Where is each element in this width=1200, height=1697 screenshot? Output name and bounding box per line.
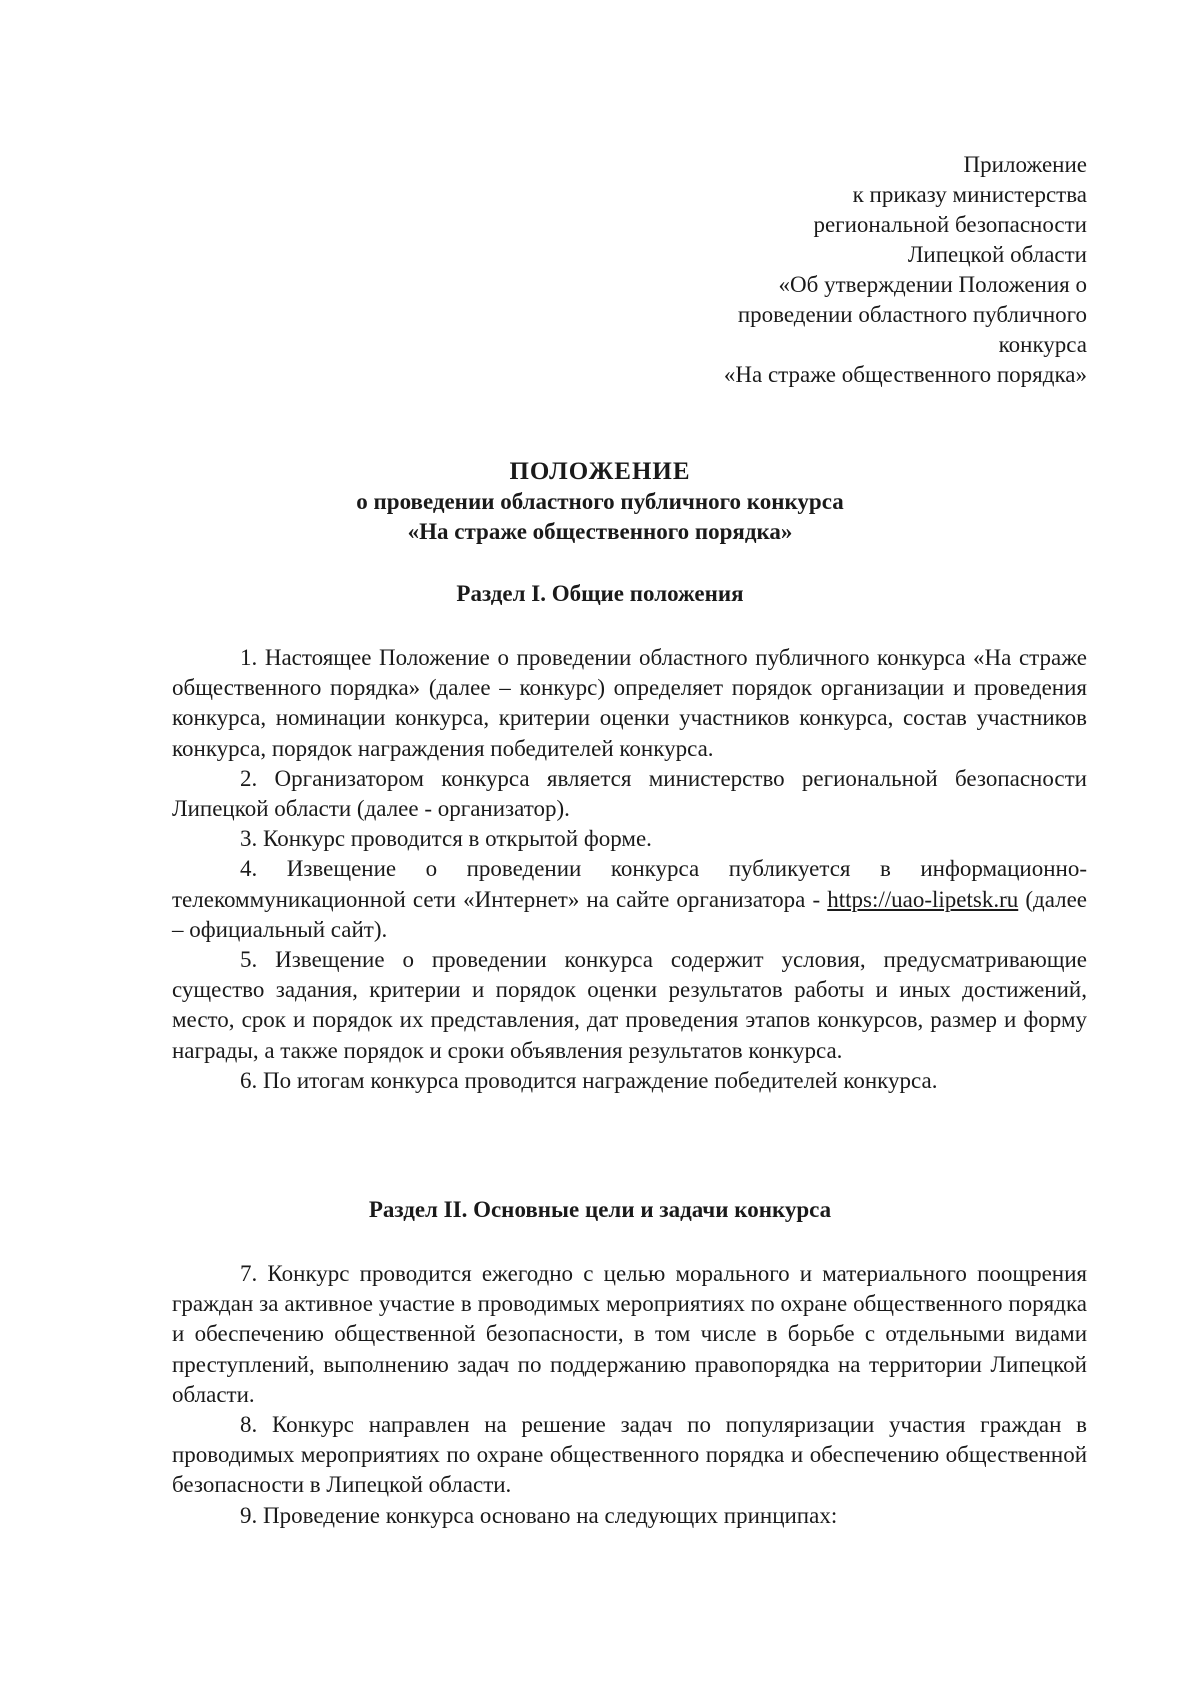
appendix-line: проведении областного публичного — [737, 302, 1087, 327]
title-main: ПОЛОЖЕНИЕ — [509, 458, 691, 485]
section-2-body — [172, 1259, 1087, 1531]
paragraph-7: 7. Конкурс проводится ежегодно с целью морального и материального поощрения граждан за активное участие в проводимых мероприятиях по охране общественного порядка и обеспечению общественной безопасности, в том числе в борьбе с отдельными видами преступлений, выполнению задач по поддержанию правопорядка на территории Липецкой области. — [172, 1261, 1087, 1407]
appendix-line: «Об утверждении Положения о — [778, 272, 1087, 297]
appendix-line: региональной безопасности — [813, 212, 1087, 237]
document-title — [0, 457, 1200, 547]
official-site-link[interactable]: https://uao-lipetsk.ru — [827, 886, 1019, 912]
appendix-header — [724, 150, 1087, 390]
paragraph-9: 9. Проведение конкурса основано на следующих принципах: — [240, 1502, 838, 1528]
section-1-heading: Раздел I. Общие положения — [456, 581, 744, 606]
paragraph-6: 6. По итогам конкурса проводится награждение победителей конкурса. — [240, 1067, 938, 1093]
paragraph-3: 3. Конкурс проводится в открытой форме. — [240, 826, 652, 852]
appendix-line: к приказу министерства — [852, 182, 1087, 207]
paragraph-4-text: 4. Извещение о проведении конкурса публикуется в информационно-телекоммуникационной сети «Интернет» на сайте организатора - — [172, 856, 1087, 912]
paragraph-8: 8. Конкурс направлен на решение задач по популяризации участия граждан в проводимых мероприятиях по охране общественного порядка и обеспечению общественной безопасности в Липецкой области. — [172, 1412, 1087, 1498]
paragraph-4-text-end: (далее – официальный сайт). — [172, 886, 1088, 942]
paragraph-1: 1. Настоящее Положение о проведении областного публичного конкурса «На страже общественного порядка» (далее – конкурс) определяет порядок организации и проведения конкурса, номинации конкурса, критерии оценки участников конкурса, состав участников конкурса, порядок награждения победителей конкурса. — [172, 645, 1087, 761]
section-2-heading: Раздел II. Основные цели и задачи конкурса — [368, 1197, 832, 1222]
paragraph-2: 2. Организатором конкурса является министерство региональной безопасности Липецкой области (далее - организатор). — [172, 765, 1087, 822]
title-line: о проведении областного публичного конкурса — [356, 489, 844, 514]
paragraph-4 — [172, 854, 1087, 945]
appendix-line: «На страже общественного порядка» — [723, 362, 1087, 387]
appendix-line: Приложение — [963, 152, 1087, 177]
title-line: «На страже общественного порядка» — [407, 519, 793, 544]
appendix-line: конкурса — [998, 332, 1087, 357]
paragraph-5: 5. Извещение о проведении конкурса содержит условия, предусматривающие существо задания, критерии и порядок оценки результатов работы и иных достижений, место, срок и порядок их представления, дат проведения этапов конкурсов, размер и форму награды, а также порядок и сроки объявления результатов конкурса. — [172, 947, 1087, 1063]
appendix-line: Липецкой области — [907, 242, 1087, 267]
section-1-body — [172, 643, 1087, 1096]
